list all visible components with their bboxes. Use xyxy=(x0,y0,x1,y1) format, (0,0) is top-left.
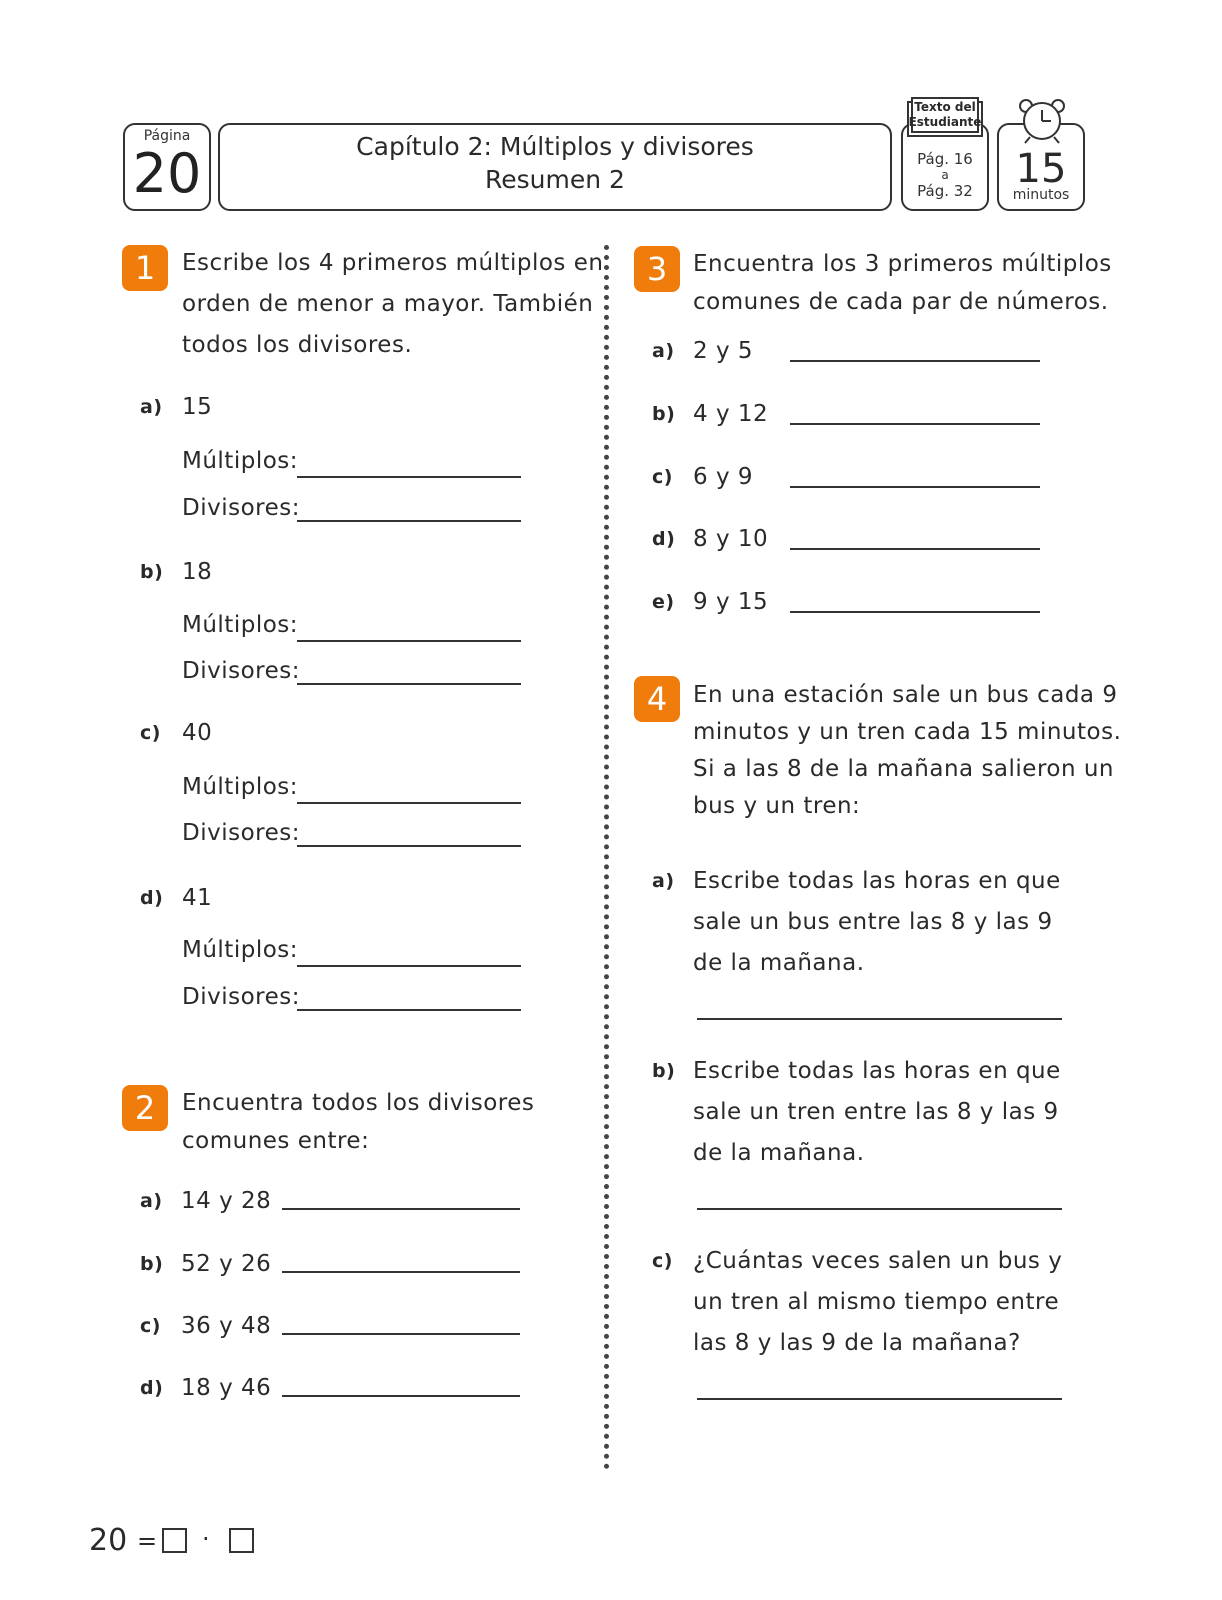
q3-c-answer[interactable] xyxy=(790,486,1040,488)
q1-a-value: 15 xyxy=(182,394,213,420)
q3-line1: Encuentra los 3 primeros múltiplos xyxy=(693,251,1112,277)
q3-d-answer[interactable] xyxy=(790,548,1040,550)
q2-badge: 2 xyxy=(122,1085,168,1131)
q4-a-line3: de la mañana. xyxy=(693,950,865,976)
q1-c-divisors-answer[interactable] xyxy=(297,845,521,847)
q4-c-line1: ¿Cuántas veces salen un bus y xyxy=(693,1248,1063,1274)
q2-a-letter: a) xyxy=(140,1190,163,1212)
q1-d-value: 41 xyxy=(182,885,213,911)
q3-a-answer[interactable] xyxy=(790,360,1040,362)
q1-d-multiples-answer[interactable] xyxy=(297,965,521,967)
q1-b-value: 18 xyxy=(182,559,213,585)
q4-a-line2: sale un bus entre las 8 y las 9 xyxy=(693,909,1053,935)
q2-b-letter: b) xyxy=(140,1253,164,1275)
page-number: 20 xyxy=(132,142,202,205)
pages-sep: a xyxy=(941,168,949,182)
q1-d-divisors-label: Divisores: xyxy=(182,984,300,1010)
q2-c-answer[interactable] xyxy=(282,1333,520,1335)
pages-to: Pág. 32 xyxy=(917,182,973,200)
q3-e-value: 9 y 15 xyxy=(693,589,769,615)
q1-line2: orden de menor a mayor. También xyxy=(182,291,594,317)
q3-c-value: 6 y 9 xyxy=(693,464,753,490)
q2-c-letter: c) xyxy=(140,1315,161,1337)
q2-line2: comunes entre: xyxy=(182,1128,370,1154)
q1-b-multiples-answer[interactable] xyxy=(297,640,521,642)
q4-c-line2: un tren al mismo tiempo entre xyxy=(693,1289,1060,1315)
q1-a-multiples-label: Múltiplos: xyxy=(182,448,299,474)
footer-answer-box-1[interactable] xyxy=(162,1528,187,1553)
q2-a-value: 14 y 28 xyxy=(181,1188,272,1214)
q4-c-letter: c) xyxy=(652,1250,673,1272)
footer-number: 20 xyxy=(89,1523,128,1558)
q2-line1: Encuentra todos los divisores xyxy=(182,1090,535,1116)
q3-e-letter: e) xyxy=(652,591,675,613)
q4-b-answer[interactable] xyxy=(697,1208,1062,1210)
q4-line4: bus y un tren: xyxy=(693,793,861,819)
q1-c-multiples-answer[interactable] xyxy=(297,802,521,804)
q2-d-value: 18 y 46 xyxy=(181,1375,272,1401)
footer-equals: = xyxy=(137,1527,158,1555)
q2-b-value: 52 y 26 xyxy=(181,1251,272,1277)
q4-line3: Si a las 8 de la mañana salieron un xyxy=(693,756,1115,782)
q1-b-letter: b) xyxy=(140,561,164,583)
q4-b-letter: b) xyxy=(652,1060,676,1082)
q1-a-multiples-answer[interactable] xyxy=(297,476,521,478)
q1-b-multiples-label: Múltiplos: xyxy=(182,612,299,638)
book-label-1: Texto del xyxy=(914,100,976,114)
q1-d-multiples-label: Múltiplos: xyxy=(182,937,299,963)
q1-b-divisors-label: Divisores: xyxy=(182,658,300,684)
page-label: Página xyxy=(143,128,191,144)
footer-dot: · xyxy=(202,1525,210,1553)
alarm-clock-icon xyxy=(1016,97,1068,145)
q3-b-answer[interactable] xyxy=(790,423,1040,425)
q1-a-divisors-label: Divisores: xyxy=(182,495,300,521)
q4-line1: En una estación sale un bus cada 9 xyxy=(693,682,1118,708)
footer-answer-box-2[interactable] xyxy=(229,1528,254,1553)
q3-d-letter: d) xyxy=(652,528,676,550)
q4-line2: minutos y un tren cada 15 minutos. xyxy=(693,719,1122,745)
q4-a-letter: a) xyxy=(652,870,675,892)
q1-c-letter: c) xyxy=(140,722,161,744)
q2-b-answer[interactable] xyxy=(282,1271,520,1273)
q2-c-value: 36 y 48 xyxy=(181,1313,272,1339)
q1-c-value: 40 xyxy=(182,720,213,746)
q4-a-line1: Escribe todas las horas en que xyxy=(693,868,1061,894)
q3-c-letter: c) xyxy=(652,466,673,488)
q4-c-line3: las 8 y las 9 de la mañana? xyxy=(693,1330,1021,1356)
q2-d-answer[interactable] xyxy=(282,1395,520,1397)
q4-b-line1: Escribe todas las horas en que xyxy=(693,1058,1061,1084)
q2-d-letter: d) xyxy=(140,1377,164,1399)
time-value: 15 xyxy=(1015,146,1067,192)
q3-b-value: 4 y 12 xyxy=(693,401,769,427)
q1-line1: Escribe los 4 primeros múltiplos en xyxy=(182,250,604,276)
q4-b-line3: de la mañana. xyxy=(693,1140,865,1166)
q1-a-letter: a) xyxy=(140,396,163,418)
q4-badge: 4 xyxy=(634,676,680,722)
column-divider xyxy=(604,245,609,1470)
q4-a-answer[interactable] xyxy=(697,1018,1062,1020)
time-unit: minutos xyxy=(1012,187,1070,203)
q1-d-divisors-answer[interactable] xyxy=(297,1009,521,1011)
q1-d-letter: d) xyxy=(140,887,164,909)
q1-b-divisors-answer[interactable] xyxy=(297,683,521,685)
book-label-2: Estudiante xyxy=(908,115,982,129)
chapter-subtitle: Resumen 2 xyxy=(485,165,625,194)
q1-a-divisors-answer[interactable] xyxy=(297,520,521,522)
q3-b-letter: b) xyxy=(652,403,676,425)
pages-from: Pág. 16 xyxy=(917,150,973,168)
q1-c-divisors-label: Divisores: xyxy=(182,820,300,846)
q3-a-value: 2 y 5 xyxy=(693,338,753,364)
q3-a-letter: a) xyxy=(652,340,675,362)
q1-c-multiples-label: Múltiplos: xyxy=(182,774,299,800)
q1-line3: todos los divisores. xyxy=(182,332,413,358)
q4-b-line2: sale un tren entre las 8 y las 9 xyxy=(693,1099,1059,1125)
chapter-title: Capítulo 2: Múltiplos y divisores xyxy=(356,132,754,161)
q3-line2: comunes de cada par de números. xyxy=(693,289,1109,315)
q3-e-answer[interactable] xyxy=(790,611,1040,613)
q2-a-answer[interactable] xyxy=(282,1208,520,1210)
q3-badge: 3 xyxy=(634,246,680,292)
q1-badge: 1 xyxy=(122,245,168,291)
q3-d-value: 8 y 10 xyxy=(693,526,769,552)
q4-c-answer[interactable] xyxy=(697,1398,1062,1400)
